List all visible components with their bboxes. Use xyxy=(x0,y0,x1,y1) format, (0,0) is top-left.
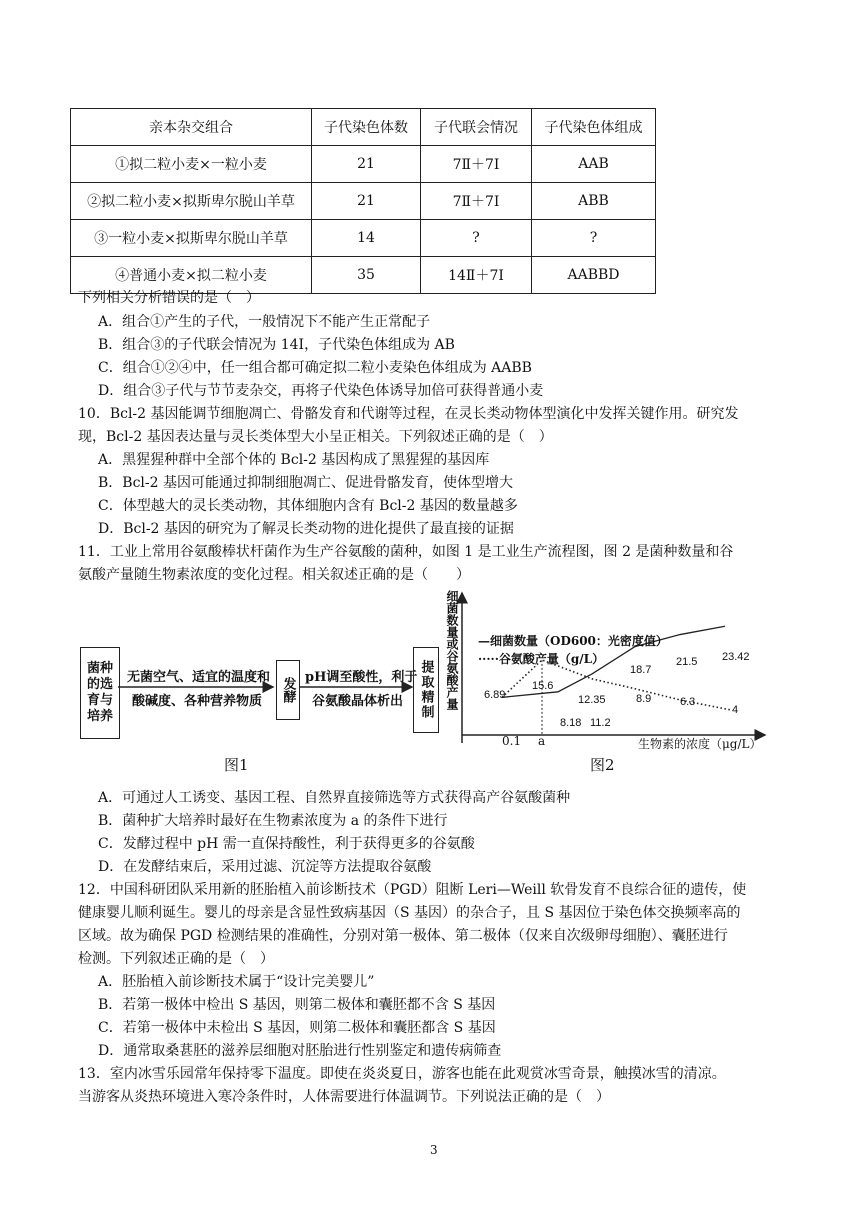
q10-option-c: C．体型越大的灵长类动物，其体细胞内含有 Bcl-2 基因的数量越多 xyxy=(98,498,518,514)
q11-line: 11．工业上常用谷氨酸棒状杆菌作为生产谷氨酸的菌种，如图 1 是工业生产流程图，图 2 是菌种数量和谷 xyxy=(78,544,734,560)
data-label: 4 xyxy=(732,704,739,716)
fig1-arrow1-bottom: 酸碱度、各种营养物质 xyxy=(132,694,263,709)
q12-option-a: A．胚胎植入前诊断技术属于“设计完美婴儿” xyxy=(98,974,375,990)
table-cell: AABBD xyxy=(532,257,656,294)
q12-option-c: C．若第一极体中未检出 S 基因，则第二极体和囊胚都含 S 基因 xyxy=(98,1020,496,1036)
data-label: 6.89 xyxy=(484,689,506,701)
table-header-row xyxy=(71,109,656,146)
x-tick-0.1: 0.1 xyxy=(502,734,522,748)
q11-option-b: B．菌种扩大培养时最好在生物素浓度为 a 的条件下进行 xyxy=(98,813,448,829)
legend-dotted: ·····谷氨酸产量（g/L） xyxy=(478,652,605,666)
data-label: 8.9 xyxy=(636,693,652,705)
q11-option-a: A．可通过人工诱变、基因工程、自然界直接筛选等方式获得高产谷氨酸菌种 xyxy=(98,790,571,806)
table-row xyxy=(71,146,656,183)
table-cell: 14 xyxy=(312,220,421,257)
table-header-cell: 子代染色体数 xyxy=(312,109,421,146)
fig1-caption: 图1 xyxy=(224,756,249,774)
cross-table xyxy=(70,108,656,294)
data-label: 12.35 xyxy=(578,694,606,706)
q9-option-a: A．组合①产生的子代，一般情况下不能产生正常配子 xyxy=(98,314,431,330)
table-cell: ④普通小麦×拟二粒小麦 xyxy=(71,257,312,294)
table-cell: 7Ⅱ＋7Ⅰ xyxy=(421,146,532,183)
data-label: 15.6 xyxy=(532,680,554,692)
fig1-box-extraction: 提取精制 xyxy=(418,660,434,720)
legend-solid-label: 细菌数量（OD600：光密度值） xyxy=(490,634,668,648)
q10-line: 10．Bcl-2 基因能调节细胞凋亡、骨骼发育和代谢等过程，在灵长类动物体型演化中发挥关键作用。研究发 xyxy=(78,406,739,422)
data-label: 18.7 xyxy=(630,664,652,676)
table-cell: ABB xyxy=(532,183,656,220)
table-row xyxy=(71,183,656,220)
fig1-arrow2-bottom: 谷氨酸晶体析出 xyxy=(312,694,404,709)
q12-option-b: B．若第一极体中检出 S 基因，则第二极体和囊胚都不含 S 基因 xyxy=(98,997,496,1013)
q10-option-d: D．Bcl-2 基因的研究为了解灵长类动物的进化提供了最直接的证据 xyxy=(98,521,514,537)
q13-line: 13．室内冰雪乐园常年保持零下温度。即使在炎炎夏日，游客也能在此观赏冰雪奇景，触摸冰雪的清凉。 xyxy=(78,1066,726,1082)
fig1-box-breeding: 菌种的选育与培养 xyxy=(86,661,113,724)
table-cell: ? xyxy=(421,220,532,257)
q11-option-c: C．发酵过程中 pH 需一直保持酸性，利于获得更多的谷氨酸 xyxy=(98,836,475,852)
q9-option-d: D．组合③子代与节节麦杂交，再将子代染色体诱导加倍可获得普通小麦 xyxy=(98,383,544,399)
table-header-cell: 亲本杂交组合 xyxy=(71,109,312,146)
q10-line: 现，Bcl-2 基因表达量与灵长类体型大小呈正相关。下列叙述正确的是（ ） xyxy=(78,429,553,445)
q13-line: 当游客从炎热环境进入寒冷条件时，人体需要进行体温调节。下列说法正确的是（ ） xyxy=(78,1089,610,1105)
q9-stem: 下列相关分析错误的是（ ） xyxy=(78,290,260,306)
q12-line: 健康婴儿顺利诞生。婴儿的母亲是含显性致病基因（S 基因）的杂合子，且 S 基因位于染色体交换频率高的 xyxy=(78,905,741,921)
table-cell: 35 xyxy=(312,257,421,294)
page-number: 3 xyxy=(430,1143,438,1157)
table-cell: 14Ⅱ＋7Ⅰ xyxy=(421,257,532,294)
q10-option-a: A．黑猩猩种群中全部个体的 Bcl-2 基因构成了黑猩猩的基因库 xyxy=(98,452,490,468)
table-header-cell: 子代联会情况 xyxy=(421,109,532,146)
q11-option-d: D．在发酵结束后，采用过滤、沉淀等方法提取谷氨酸 xyxy=(98,859,432,875)
table-cell: AAB xyxy=(532,146,656,183)
fig1-arrow2-top: pH调至酸性，利于 xyxy=(305,670,418,685)
x-tick-a: a xyxy=(538,734,546,748)
q9-option-c: C．组合①②④中，任一组合都可确定拟二粒小麦染色体组成为 AABB xyxy=(98,360,532,376)
table-cell: ②拟二粒小麦×拟斯卑尔脱山羊草 xyxy=(71,183,312,220)
table-cell: 21 xyxy=(312,146,421,183)
q12-option-d: D．通常取桑葚胚的滋养层细胞对胚胎进行性别鉴定和遗传病筛查 xyxy=(98,1043,502,1059)
table-cell: ? xyxy=(532,220,656,257)
q10-option-b: B．Bcl-2 基因可能通过抑制细胞凋亡、促进骨骼发育，使体型增大 xyxy=(98,475,513,491)
data-label: 11.2 xyxy=(590,717,611,729)
table-row xyxy=(71,220,656,257)
fig2-chart xyxy=(440,585,780,760)
table-cell: ①拟二粒小麦×一粒小麦 xyxy=(71,146,312,183)
data-label: 8.18 xyxy=(560,717,582,729)
fig2-xlabel: 生物素的浓度（μg/L） xyxy=(638,737,762,751)
q12-line: 12．中国科研团队采用新的胚胎植入前诊断技术（PGD）阻断 Leri—Weill 软骨发育不良综合征的遗传，使 xyxy=(78,882,747,898)
q12-line: 区域。故为确保 PGD 检测结果的准确性，分别对第一极体、第二极体（仅来自次级卵母细胞）、囊胚进行 xyxy=(78,928,728,944)
table-cell: 7Ⅱ＋7Ⅰ xyxy=(421,183,532,220)
data-label: 21.5 xyxy=(676,656,698,668)
table-cell: ③一粒小麦×拟斯卑尔脱山羊草 xyxy=(71,220,312,257)
data-label: 23.42 xyxy=(722,651,750,663)
fig1-box-fermentation: 发酵 xyxy=(280,677,296,703)
data-label: 6.3 xyxy=(680,696,696,708)
fig2-caption: 图2 xyxy=(590,756,615,774)
table-header-cell: 子代染色体组成 xyxy=(532,109,656,146)
q12-line: 检测。下列叙述正确的是（ ） xyxy=(78,951,274,967)
fig2-ylabel: 细菌数量或谷氨酸产量 xyxy=(445,590,459,710)
legend-dotted-label: 谷氨酸产量（g/L） xyxy=(498,652,605,666)
table-cell: 21 xyxy=(312,183,421,220)
legend-solid: —细菌数量（OD600：光密度值） xyxy=(478,634,668,648)
q9-option-b: B．组合③的子代联会情况为 14Ⅰ，子代染色体组成为 AB xyxy=(98,337,455,353)
fig1-arrow1-top: 无菌空气、适宜的温度和 xyxy=(127,670,271,685)
q11-line: 氨酸产量随生物素浓度的变化过程。相关叙述正确的是（ ） xyxy=(78,567,470,583)
